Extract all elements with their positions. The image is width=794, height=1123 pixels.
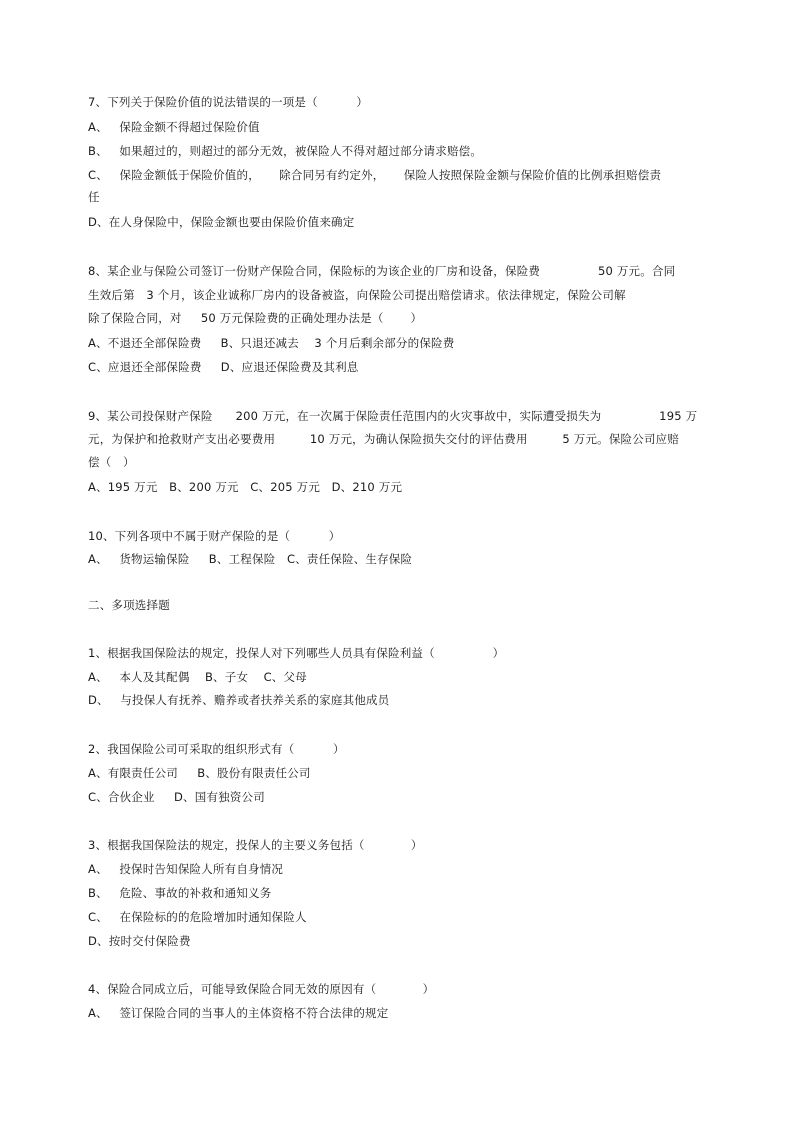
q7-option-c: C、 保险金额低于保险价值的， 除合同另有约定外， 保险人按照保险金额与保险价值的比例承担赔偿责 — [88, 168, 662, 182]
question-8-stem: 8、某企业与保险公司签订一份财产保险合同，保险标的为该企业的厂房和设备，保险费 50 万元。合同 — [88, 264, 676, 278]
q8-options-cd: C、应退还全部保险费 D、应退还保险费及其利息 — [88, 360, 359, 374]
question-7-stem: 7、下列关于保险价值的说法错误的一项是（ ） — [88, 95, 369, 109]
q9-options: A、195 万元 B、200 万元 C、205 万元 D、210 万元 — [88, 480, 403, 494]
mc-q2-options-cd: C、合伙企业 D、国有独资公司 — [88, 790, 265, 804]
question-9-stem-3: 偿（ ） — [88, 455, 135, 469]
q7-option-a: A、 保险金额不得超过保险价值 — [88, 120, 260, 134]
mc-q3-option-d: D、按时交付保险费 — [88, 934, 191, 948]
question-8-stem-3: 除了保险合同，对 50 万元保险费的正确处理办法是（ ） — [88, 311, 423, 325]
q10-options: A、 货物运输保险 B、工程保险 C、责任保险、生存保险 — [88, 552, 413, 566]
mc-question-4-stem: 4、保险合同成立后，可能导致保险合同无效的原因有（ ） — [88, 982, 435, 996]
mc-q3-option-b: B、 危险、事故的补救和通知义务 — [88, 886, 272, 900]
mc-q2-options-ab: A、有限责任公司 B、股份有限责任公司 — [88, 766, 311, 780]
question-8-stem-2: 生效后第 3 个月，该企业诚称厂房内的设备被盗，向保险公司提出赔偿请求。依法律规定，保险公司解 — [88, 288, 626, 302]
section-heading-multiple-choice: 二、多项选择题 — [88, 598, 170, 612]
q7-option-c-cont: 任 — [88, 190, 100, 204]
q7-option-b: B、 如果超过的，则超过的部分无效，被保险人不得对超过部分请求赔偿。 — [88, 144, 483, 158]
question-9-stem: 9、某公司投保财产保险 200 万元，在一次属于保险责任范围内的火灾事故中，实际遭受损失为 195 万 — [88, 409, 698, 423]
question-9-stem-2: 元，为保护和抢救财产支出必要费用 10 万元，为确认保险损失交付的评估费用 5 万元。保险公司应赔 — [88, 432, 680, 446]
mc-q3-option-a: A、 投保时告知保险人所有自身情况 — [88, 862, 284, 876]
question-10-stem: 10、下列各项中不属于财产保险的是（ ） — [88, 529, 341, 543]
q8-options-ab: A、不退还全部保险费 B、只退还减去 3 个月后剩余部分的保险费 — [88, 336, 455, 350]
q7-option-d: D、在人身保险中，保险金额也要由保险价值来确定 — [88, 215, 355, 229]
mc-question-1-stem: 1、根据我国保险法的规定，投保人对下列哪些人员具有保险利益（ ） — [88, 646, 505, 660]
mc-question-2-stem: 2、我国保险公司可采取的组织形式有（ ） — [88, 742, 345, 756]
mc-question-3-stem: 3、根据我国保险法的规定，投保人的主要义务包括（ ） — [88, 838, 423, 852]
mc-q1-options-abc: A、 本人及其配偶 B、子女 C、父母 — [88, 670, 307, 684]
mc-q3-option-c: C、 在保险标的的危险增加时通知保险人 — [88, 910, 307, 924]
mc-q4-option-a: A、 签订保险合同的当事人的主体资格不符合法律的规定 — [88, 1006, 389, 1020]
mc-q1-option-d: D、 与投保人有抚养、赡养或者扶养关系的家庭其他成员 — [88, 693, 390, 707]
